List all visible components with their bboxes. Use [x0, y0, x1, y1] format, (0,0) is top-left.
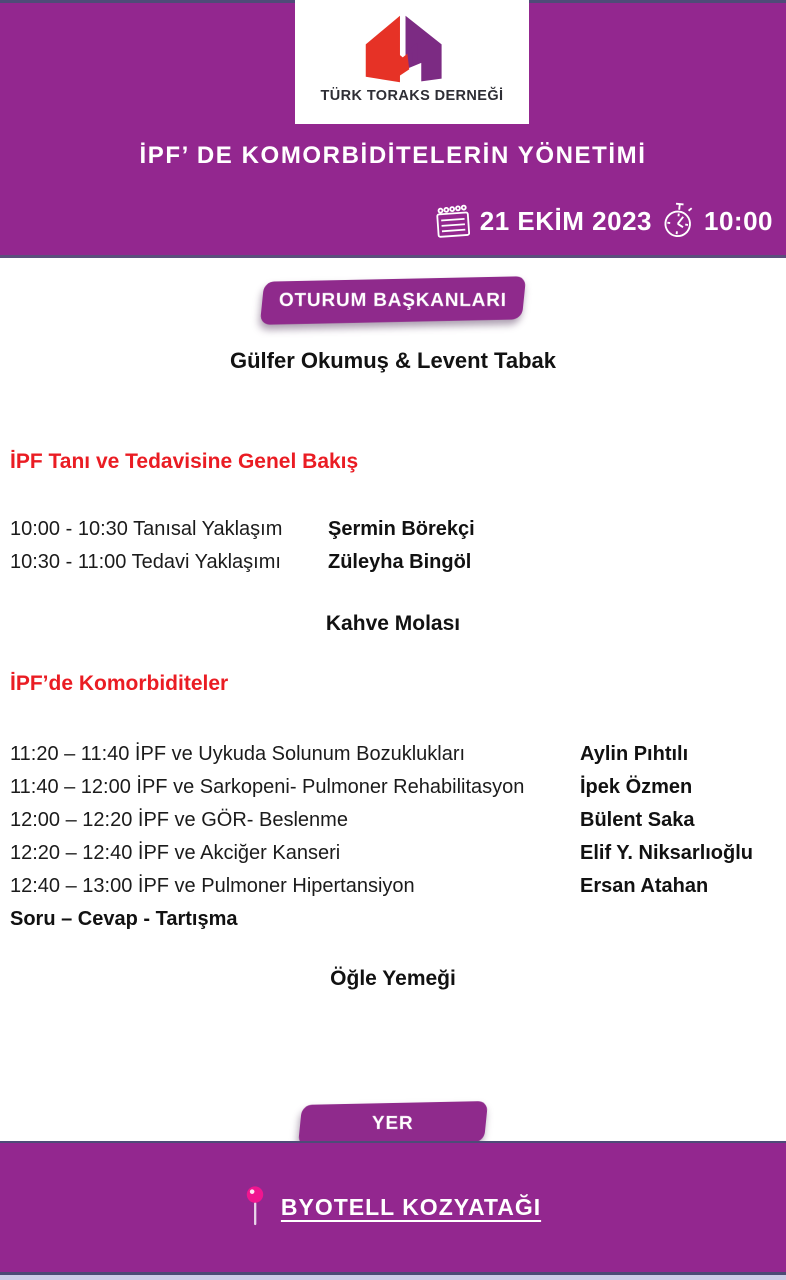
- schedule-row: [10, 837, 776, 870]
- event-time: 10:00: [704, 205, 773, 236]
- footer-content: [0, 1143, 786, 1272]
- venue-link[interactable]: BYOTELL KOZYATAĞI: [280, 1194, 542, 1220]
- event-title: İPF’ DE KOMORBİDİTELERİN YÖNETİMİ: [139, 142, 647, 169]
- chairs-ribbon: [260, 276, 526, 325]
- footer-band: [0, 1141, 786, 1280]
- logo-wordmark: TÜRK TORAKS DERNEĞİ: [320, 88, 504, 104]
- section1-heading: İPF Tanı ve Tedavisine Genel Bakış: [10, 450, 359, 473]
- speaker-name: Aylin Pıhtılı: [580, 743, 689, 765]
- map-pin-icon: [245, 1185, 265, 1227]
- header-band: [0, 0, 786, 258]
- program-body: [0, 279, 786, 1144]
- event-date: 21 EKİM 2023: [479, 205, 652, 236]
- time-slot: 10:00 - 10:30 Tanısal Yaklaşım: [10, 518, 283, 540]
- speaker-name: Şermin Börekçi: [328, 518, 475, 540]
- qa-session-label: Soru – Cevap - Tartışma: [10, 908, 238, 930]
- speaker-name: Bülent Saka: [580, 809, 695, 831]
- section2-schedule: [10, 738, 776, 936]
- lunch-break-label: Öğle Yemeği: [330, 967, 456, 990]
- logo-box: [295, 0, 529, 124]
- schedule-row: [10, 546, 776, 579]
- footer-lavender-strip: [0, 1275, 786, 1280]
- time-slot: 10:30 - 11:00 Tedavi Yaklaşımı: [10, 551, 281, 573]
- speaker-name: Ersan Atahan: [580, 875, 709, 897]
- time-slot: 12:00 – 12:20 İPF ve GÖR- Beslenme: [10, 809, 348, 831]
- chair-names: Gülfer Okumuş & Levent Tabak: [229, 348, 556, 373]
- schedule-row: [10, 513, 776, 546]
- time-slot: 11:20 – 11:40 İPF ve Uykuda Solunum Bozuklukları: [10, 743, 466, 765]
- chairs-ribbon-label: OTURUM BAŞKANLARI: [279, 289, 507, 311]
- coffee-break-label: Kahve Molası: [325, 612, 461, 635]
- schedule-row: [10, 738, 776, 771]
- section1-schedule: [10, 513, 776, 579]
- schedule-row: [10, 870, 776, 903]
- datetime-row: [435, 202, 773, 240]
- calendar-icon: [434, 203, 472, 238]
- speaker-name: Züleyha Bingöl: [328, 551, 472, 573]
- speaker-name: Elif Y. Niksarlıoğlu: [580, 842, 754, 864]
- speaker-name: İpek Özmen: [580, 776, 693, 798]
- stopwatch-icon: [659, 200, 697, 241]
- venue-ribbon-label: YER: [372, 1112, 414, 1134]
- time-slot: 11:40 – 12:00 İPF ve Sarkopeni- Pulmoner Rehabilitasyon: [10, 776, 525, 798]
- schedule-row: [10, 804, 776, 837]
- section2-heading: İPF’de Komorbiditeler: [10, 672, 229, 695]
- time-slot: 12:40 – 13:00 İPF ve Pulmoner Hipertansiyon: [10, 875, 415, 897]
- toraks-lungs-logo-icon: [353, 12, 471, 86]
- time-slot: 12:20 – 12:40 İPF ve Akciğer Kanseri: [10, 842, 341, 864]
- schedule-row: [10, 771, 776, 804]
- venue-ribbon: [298, 1101, 488, 1146]
